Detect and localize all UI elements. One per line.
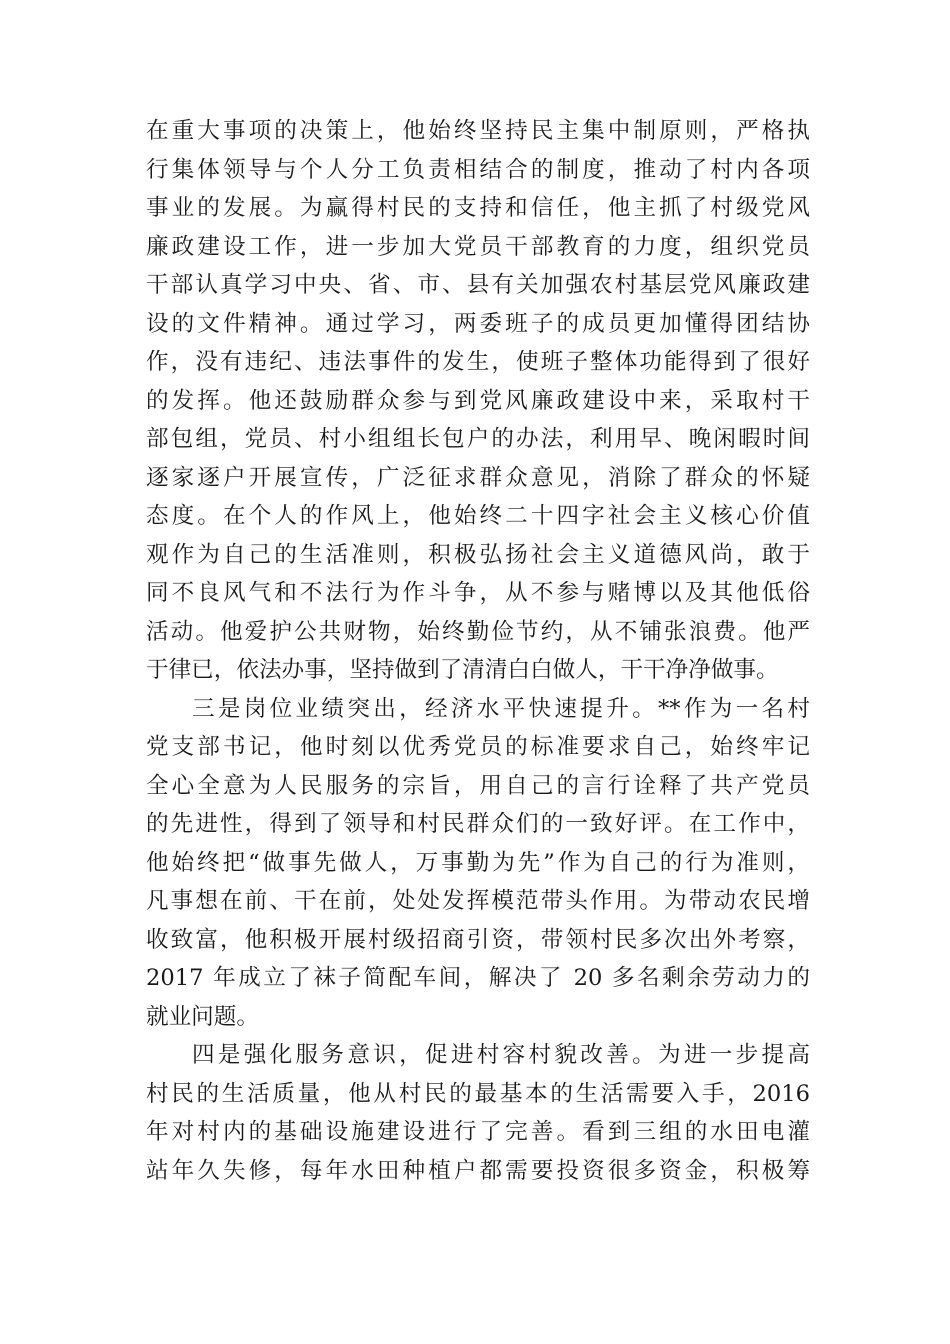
text-line: 就业问题。 <box>146 1003 259 1030</box>
text-line: 的发挥。他还鼓励群众参与到党风廉政建设中来，采取村干 <box>146 387 810 414</box>
text-line: 干部认真学习中央、省、市、县有关加强农村基层党风廉政建 <box>146 272 810 298</box>
text-line: 2017 年成立了袜子简配车间，解决了 20 多名剩余劳动力的 <box>146 965 810 991</box>
text-line: 事业的发展。为赢得村民的支持和信任，他主抓了村级党风 <box>146 195 810 221</box>
paragraph-service-awareness <box>146 1036 810 1190</box>
text-line: 部包组，党员、村小组组长包户的办法，利用早、晚闲暇时间 <box>146 426 810 452</box>
text-line: 收致富，他积极开展村级招商引资，带领村民多次出外考察， <box>146 926 810 953</box>
text-line: 观作为自己的生活准则，积极弘扬社会主义道德风尚，敢于 <box>146 541 810 568</box>
text-line: 他始终把“做事先做人，万事勤为先”作为自己的行为准则， <box>146 849 810 876</box>
text-line: 全心全意为人民服务的宗旨，用自己的言行诠释了共产党员 <box>146 772 810 799</box>
text-line: 村民的生活质量，他从村民的最基本的生活需要入手，2016 <box>146 1080 810 1107</box>
text-line: 于律已，依法办事，坚持做到了清清白白做人，干干净净做事。 <box>146 657 779 683</box>
text-line: 活动。他爱护公共财物，始终勤俭节约，从不铺张浪费。他严 <box>146 618 810 645</box>
text-line: 设的文件精神。通过学习，两委班子的成员更加懂得团结协 <box>146 310 810 337</box>
text-line: 作，没有违纪、违法事件的发生，使班子整体功能得到了很好 <box>146 349 810 375</box>
text-line: 廉政建设工作，进一步加大党员干部教育的力度，组织党员 <box>146 233 810 260</box>
text-line: 的先进性，得到了领导和村民群众们的一致好评。在工作中， <box>146 811 810 837</box>
text-line: 逐家逐户开展宣传，广泛征求群众意见，消除了群众的怀疑 <box>146 464 810 491</box>
text-line: 凡事想在前、干在前，处处发挥模范带头作用。为带动农民增 <box>146 888 810 914</box>
text-line: 在重大事项的决策上，他始终坚持民主集中制原则，严格执 <box>146 118 810 144</box>
text-line: 年对村内的基础设施建设进行了完善。看到三组的水田电灌 <box>146 1119 810 1145</box>
text-line: 站年久失修，每年水田种植户都需要投资很多资金，积极筹 <box>146 1157 810 1184</box>
text-line: 行集体领导与个人分工负责相结合的制度，推动了村内各项 <box>146 156 810 183</box>
document-body <box>146 112 810 1190</box>
text-line: 党支部书记，他时刻以优秀党员的标准要求自己，始终牢记 <box>146 734 810 760</box>
text-line: 态度。在个人的作风上，他始终二十四字社会主义核心价值 <box>146 503 810 529</box>
text-line: 同不良风气和不法行为作斗争，从不参与赌博以及其他低俗 <box>146 580 810 606</box>
paragraph-party-conduct <box>146 112 810 690</box>
text-line: 四是强化服务意识，促进村容村貌改善。为进一步提高 <box>192 1042 810 1068</box>
text-line: 三是岗位业绩突出，经济水平快速提升。**作为一名村 <box>192 695 810 722</box>
paragraph-job-performance <box>146 690 810 1037</box>
